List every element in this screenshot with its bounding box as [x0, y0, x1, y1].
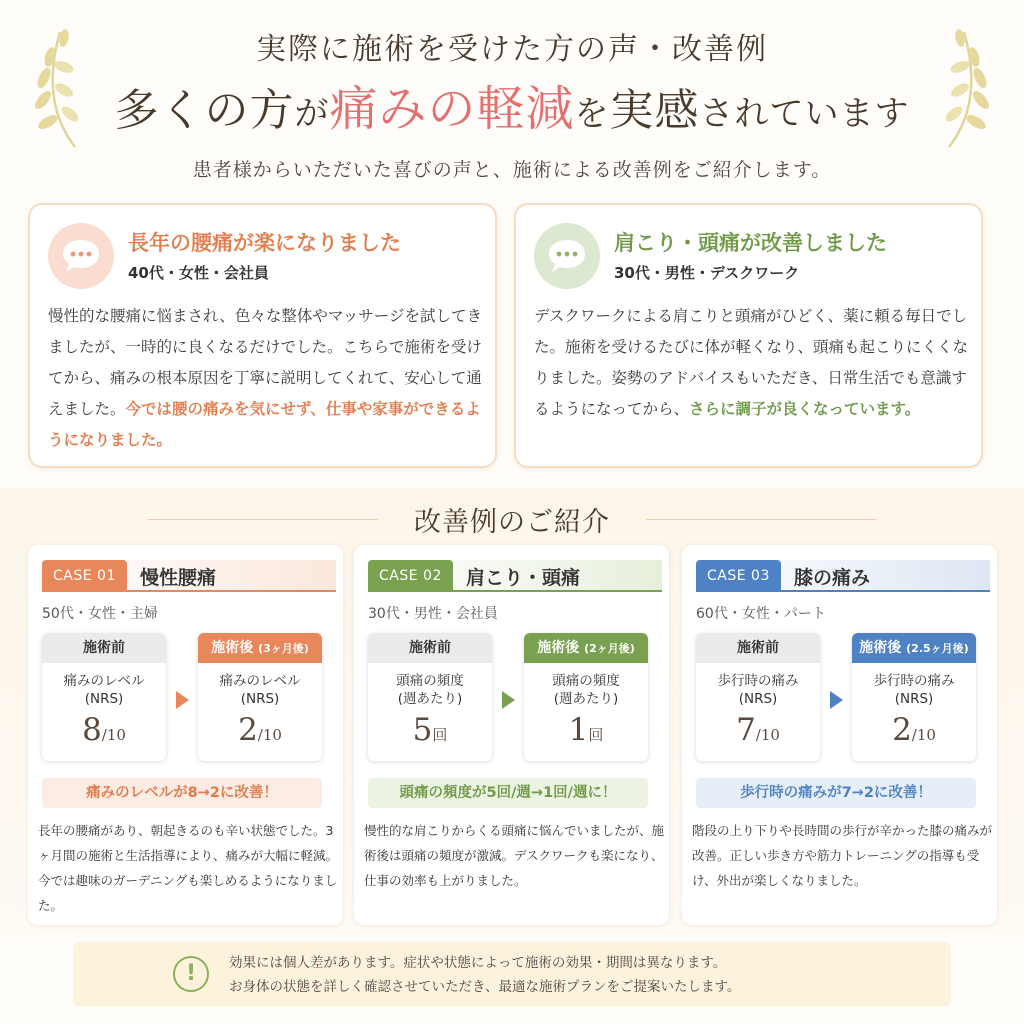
metric-line: 痛みのレベル — [63, 673, 145, 689]
page-subtitle: 実際に施術を受けた方の声・改善例 — [256, 32, 768, 67]
disclaimer-line: 効果には個人差があります。症状や状態によって施術の効果・期間は異なります。 — [229, 955, 727, 971]
metric-label — [696, 672, 820, 708]
metric-line: 歩行時の痛み — [717, 673, 799, 689]
case-header — [696, 560, 990, 592]
after-value — [198, 712, 322, 748]
after-period: (2.5ヶ月後) — [906, 642, 969, 655]
after-label — [852, 633, 976, 663]
case-description: 階段の上り下りや長時間の歩行が辛かった膝の痛みが改善。正しい歩き方や筋力トレーニングの指導も受け、外出が楽しくなりました。 — [692, 823, 993, 888]
value-unit: /10 — [755, 726, 780, 744]
testimonial-profile: 30代・男性・デスクワーク — [614, 264, 800, 282]
metric-label — [42, 672, 166, 708]
testimonial-text: 慢性的な腰痛に悩まされ、色々な整体やマッサージを試してきましたが、一時的に良くなるだけでした。こちらで施術を受けてから、痛みの根本原因を丁寧に説明してくれて、安心して通えました。 — [48, 307, 483, 418]
testimonial-card — [28, 203, 497, 468]
title-highlight: 軽減 — [476, 81, 575, 137]
value-unit: /10 — [257, 726, 282, 744]
disclaimer-line: お身体の状態を詳しく確認させていただき、最適な施術プランをご提案いたします。 — [229, 979, 741, 995]
testimonial-title: 長年の腰痛が楽になりました — [128, 231, 401, 255]
value-number: 7 — [736, 712, 756, 748]
value-number: 8 — [82, 712, 102, 748]
speech-bubble-icon — [534, 223, 600, 289]
testimonial-text: デスクワークによる肩こりと頭痛がひどく、薬に頼る毎日でした。施術を受けるたびに体が軽くなり、頭痛も起こりにくくなりました。姿勢のアドバイスもいただき、日常生活でも意識するようになってから、 — [534, 307, 969, 418]
metric-label — [368, 672, 492, 708]
case-tag: CASE 02 — [368, 560, 453, 592]
before-label: 施術前 — [42, 633, 166, 663]
after-label-text: 施術後 — [537, 640, 580, 656]
metric-line: (NRS) — [738, 691, 778, 707]
after-box — [852, 633, 976, 761]
metric-line: (NRS) — [84, 691, 124, 707]
title-highlight: の — [427, 81, 477, 137]
case-name: 慢性腰痛 — [140, 567, 217, 589]
testimonial-body — [534, 301, 974, 425]
case-profile: 50代・女性・主婦 — [42, 606, 158, 622]
value-unit: 回 — [432, 726, 448, 744]
before-label: 施術前 — [368, 633, 492, 663]
after-label — [198, 633, 322, 663]
intro-text: 患者様からいただいた喜びの声と、施術による改善例をご紹介します。 — [192, 159, 832, 181]
title-part: 実感 — [609, 85, 700, 136]
testimonial-title: 肩こり・頭痛が改善しました — [614, 231, 887, 255]
metric-label — [198, 672, 322, 708]
value-number: 2 — [892, 712, 912, 748]
case-header — [368, 560, 662, 592]
after-value — [524, 712, 648, 748]
metric-line: 痛みのレベル — [219, 673, 301, 689]
value-number: 1 — [568, 712, 589, 748]
case-card — [682, 545, 997, 925]
title-part: されています — [699, 94, 910, 134]
title-part: 多くの方 — [114, 85, 295, 136]
after-label-text: 施術後 — [211, 640, 254, 656]
case-description: 長年の腰痛があり、朝起きるのも辛い状態でした。3ヶ月間の施術と生活指導により、痛みが大幅に軽減。今では趣味のガーデニングも楽しめるようになりました。 — [38, 823, 339, 913]
case-tag: CASE 03 — [696, 560, 781, 592]
before-box — [696, 633, 820, 761]
metric-line: 頭痛の頻度 — [396, 673, 464, 689]
title-part: が — [294, 94, 330, 134]
case-card — [354, 545, 669, 925]
after-box — [524, 633, 648, 761]
case-profile: 60代・女性・パート — [696, 606, 826, 622]
before-box — [42, 633, 166, 761]
before-value — [368, 712, 492, 748]
after-value — [852, 712, 976, 748]
metric-line: 頭痛の頻度 — [552, 673, 620, 689]
metric-line: (週あたり) — [553, 691, 619, 707]
value-number: 5 — [412, 712, 433, 748]
page-title — [0, 70, 1024, 139]
title-highlight: 痛み — [329, 81, 428, 137]
metric-line: (週あたり) — [397, 691, 463, 707]
testimonial-emphasis: 今では腰の痛みを気にせず、仕事や家事ができるようになりました。 — [48, 400, 481, 449]
before-box — [368, 633, 492, 761]
value-number: 2 — [238, 712, 258, 748]
testimonial-emphasis: さらに調子が良くなっています。 — [689, 400, 921, 418]
before-label: 施術前 — [696, 633, 820, 663]
testimonial-card — [514, 203, 983, 468]
metric-label — [524, 672, 648, 708]
case-profile: 30代・男性・会社員 — [368, 606, 498, 622]
arrow-right-icon — [502, 691, 515, 709]
case-tag: CASE 01 — [42, 560, 127, 592]
arrow-right-icon — [830, 691, 843, 709]
metric-line: (NRS) — [240, 691, 280, 707]
result-banner: 歩行時の痛みが7→2に改善！ — [696, 778, 976, 808]
after-label-text: 施術後 — [859, 640, 902, 656]
arrow-right-icon — [176, 691, 189, 709]
before-value — [696, 712, 820, 748]
testimonial-body — [48, 301, 488, 456]
case-name: 肩こり・頭痛 — [466, 567, 581, 589]
value-unit: /10 — [911, 726, 936, 744]
disclaimer-note — [73, 942, 951, 1006]
value-unit: /10 — [101, 726, 126, 744]
cases-title: 改善例のご紹介 — [414, 507, 610, 538]
info-icon: ! — [173, 956, 209, 992]
speech-bubble-icon — [48, 223, 114, 289]
case-description: 慢性的な肩こりからくる頭痛に悩んでいましたが、施術後は頭痛の頻度が激減。デスクワークも楽になり、仕事の効率も上がりました。 — [364, 823, 665, 888]
testimonial-profile: 40代・女性・会社員 — [128, 264, 269, 282]
value-unit: 回 — [588, 726, 604, 744]
after-period: (2ヶ月後) — [584, 642, 635, 655]
after-box — [198, 633, 322, 761]
disclaimer-text — [229, 951, 740, 999]
result-banner: 頭痛の頻度が5回/週→1回/週に！ — [368, 778, 648, 808]
case-name: 膝の痛み — [794, 567, 871, 589]
metric-line: (NRS) — [894, 691, 934, 707]
case-header — [42, 560, 336, 592]
metric-label — [852, 672, 976, 708]
page-header — [0, 0, 1024, 195]
title-part: を — [574, 94, 610, 134]
result-banner: 痛みのレベルが8→2に改善！ — [42, 778, 322, 808]
after-period: (3ヶ月後) — [258, 642, 309, 655]
after-label — [524, 633, 648, 663]
before-value — [42, 712, 166, 748]
metric-line: 歩行時の痛み — [873, 673, 955, 689]
case-card — [28, 545, 343, 925]
